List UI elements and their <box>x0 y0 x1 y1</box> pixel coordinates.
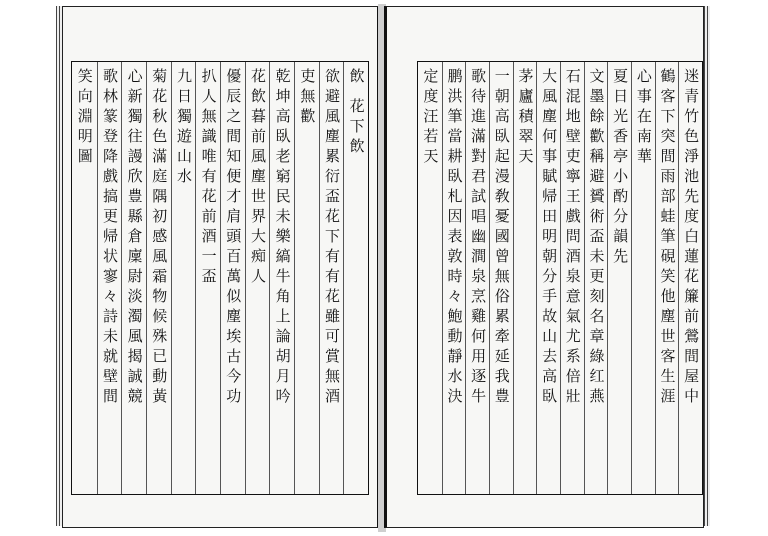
right-columns <box>418 62 702 494</box>
text-column: 心新獨往謾欣豊縣倉廩尉淡濁風揭誠競 <box>121 62 146 494</box>
text-column: 大風塵何事賦帰田明朝分手故山去高臥 <box>536 62 560 494</box>
text-column: 石混地壁吏寧王戲問酒泉意氣尤系倍壯 <box>560 62 584 494</box>
text-column: 夏日光香亭小酌分韻先 <box>607 62 631 494</box>
text-column: 茅廬積翠天 <box>513 62 537 494</box>
text-column: 飲 花下飲 <box>343 62 368 494</box>
text-column: 笑向淵明圖 <box>75 68 94 168</box>
right-page <box>384 6 704 528</box>
text-column: 鶴客下突間雨部蛙筆硯笑他塵世客生涯 <box>655 62 679 494</box>
text-column: 定度汪若天 <box>421 68 440 168</box>
text-column: 優辰之間知便才肩頭百萬似塵埃古今功 <box>220 62 245 494</box>
text-column: 吏無歡 <box>294 62 319 494</box>
text-column: 迷青竹色淨池先度白蓮花簾前鶯間屋中 <box>678 62 702 494</box>
left-text-frame <box>71 61 369 495</box>
text-column: 欲避風塵累衍盃花下有有花雖可賞無酒 <box>319 62 344 494</box>
text-column: 乾坤高臥老窮民未樂縞牛角上論胡月吟 <box>269 62 294 494</box>
text-column: 歌待進滿對君試唱幽澗泉烹雞何用逐牛 <box>465 62 489 494</box>
text-column: 文墨餘歡稱避贇術盃未更刻名章綠红燕 <box>584 62 608 494</box>
right-text-frame <box>417 61 703 495</box>
text-column: 歌林篆登降戲搞更帰状寥々詩未就壁間 <box>97 62 122 494</box>
text-column: 九日獨遊山水 <box>171 62 196 494</box>
text-column: 扒人無識唯有花前酒一盃 <box>195 62 220 494</box>
text-column: 心事在南華 <box>631 62 655 494</box>
page-stack-edge-right <box>704 6 710 526</box>
text-column: 一朝高臥起漫敎憂國曾無俗累牽延我豊 <box>489 62 513 494</box>
left-page <box>62 6 380 528</box>
left-columns <box>72 62 368 494</box>
text-column: 花飲暮前風塵世界大痴人 <box>245 62 270 494</box>
text-column: 鹏洪筆當耕臥札因表敦時々鮑動靜水決 <box>442 62 466 494</box>
text-column: 菊花秋色滿庭隅初感風霜物候殊已動黃 <box>146 62 171 494</box>
